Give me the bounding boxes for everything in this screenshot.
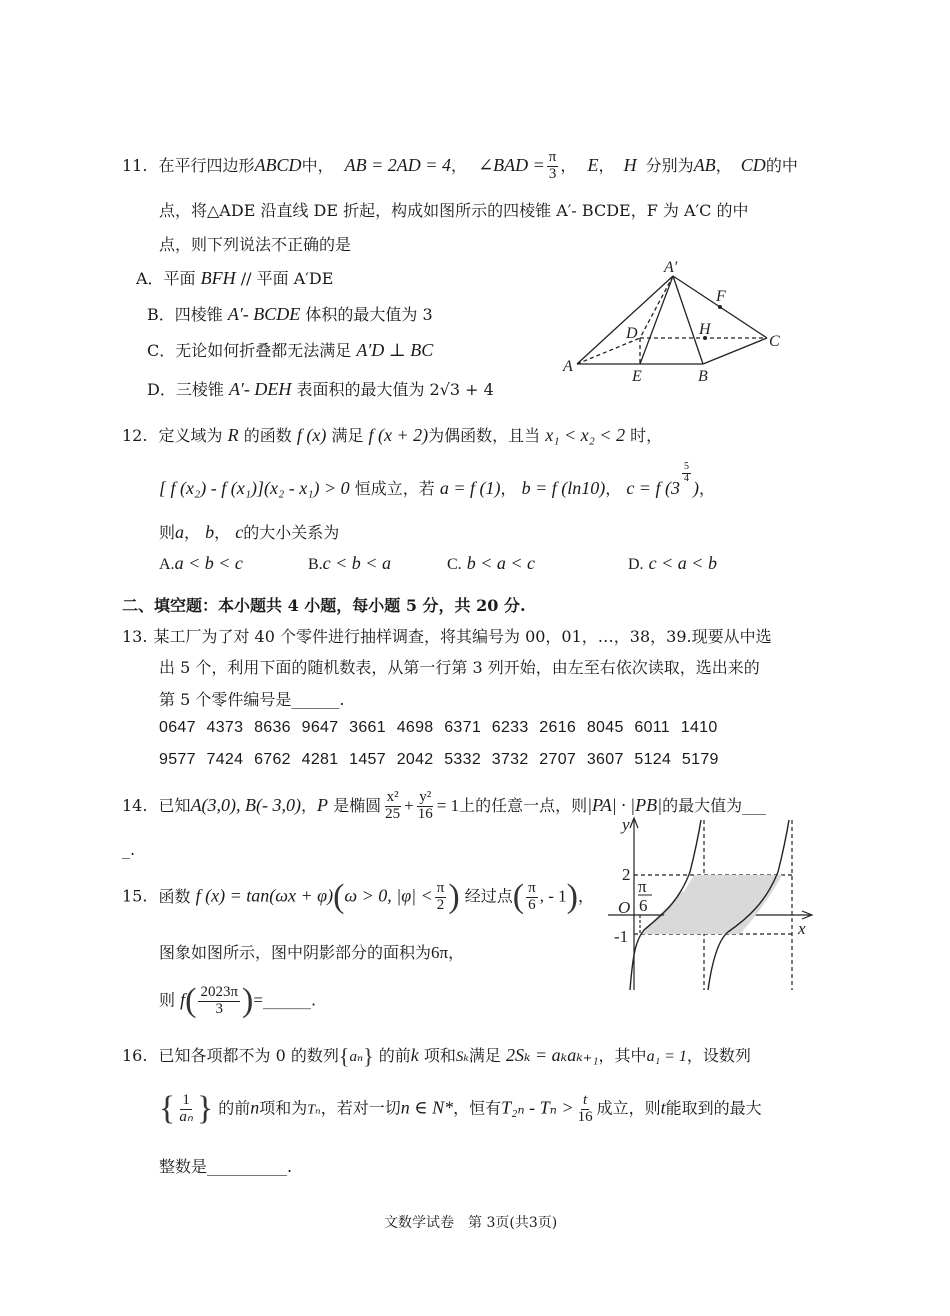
q16-line1: 16. 已知各项都不为 0 的数列{aₙ} 的前k 项和Sₖ满足 2Sₖ = aₖaₖ₊₁，其中a₁ = 1，设数列 — [122, 1043, 751, 1069]
label-c: C — [769, 333, 780, 350]
label-e: E — [632, 368, 642, 385]
q16-line2: { $\frac{1}{\text{aₙ}}$ } 的前n项和为Tₙ，若对一切n ∈ N*，恒有T₂ₙ - Tₙ > $\frac{t}{16}$ 成立，则t能取到的最大 — [159, 1090, 762, 1127]
tan-graph — [600, 812, 820, 997]
q11-option-c: C．无论如何折叠都无法满足 A′D ⊥ BC — [147, 340, 434, 360]
random-table-row-1: 0647 4373 8636 9647 3661 4698 6371 6233 2616 8045 6011 1410 — [159, 719, 718, 736]
label-x: x — [798, 919, 806, 938]
pyramid-figure — [560, 256, 795, 386]
q12-option-b: B.c < b < a — [308, 553, 391, 573]
q12-line3: 则a， b， c的大小关系为 — [159, 522, 340, 542]
q11-line1: 11. 在平行四边形ABCD中， AB = 2AD = 4， ∠BAD = $\frac{\pi}{3}$ ， E， H 分别为AB， CD的中 — [122, 149, 798, 182]
q11-option-b: B．四棱锥 A′- BCDE 体积的最大值为 3 — [147, 304, 433, 324]
section-2-heading: 二、填空题：本小题共 4 小题，每小题 5 分，共 20 分. — [122, 596, 526, 615]
label-6: 6 — [639, 896, 648, 915]
q12-option-c: C. b < a < c — [447, 553, 536, 573]
label-b: B — [698, 368, 708, 385]
q11-number: 11. — [122, 155, 148, 175]
edge-a1-d — [640, 276, 673, 338]
edge-b-c — [703, 338, 767, 364]
label-h: H — [699, 321, 711, 338]
label-pi: π — [638, 877, 647, 896]
edge-a1-a — [577, 276, 673, 364]
label-f: F — [716, 288, 726, 305]
label-minus1: -1 — [614, 927, 629, 946]
q14-cont: _. — [122, 840, 136, 859]
q12-line1: 12. 定义域为 R 的函数 f (x) 满足 f (x + 2)为偶函数，且当 x₁ < x₂ < 2 时， — [122, 425, 663, 445]
random-table-row-2: 9577 7424 6762 4281 1457 2042 5332 3732 2707 3607 5124 5179 — [159, 751, 719, 768]
label-d: D — [626, 325, 638, 342]
label-a: A — [563, 358, 573, 375]
q12-line2: [ f (x₂) - f (x₁)](x₂ - x₁) > 0 恒成立，若 a = f (1)， b = f (ln10)， c = f (3 $\frac{5}{4}$ )， — [159, 461, 715, 498]
q15-line1: 15. 函数 f (x) = tan(ωx + φ)(ω > 0, |φ| < $\frac{\pi}{2}$ ) 经过点( $\frac{\pi}{6}$ , - 1)， — [122, 878, 594, 915]
frac-pi-3: $\frac{\pi}{3}$ — [548, 149, 557, 182]
edge-a1-b — [673, 276, 703, 364]
q12-option-a: A.a < b < c — [159, 553, 243, 573]
q14-line1: 14. 已知A(3,0), B(- 3,0)，P 是椭圆 $\frac{\text{x²}}{25}$ + $\frac{\text{y²}}{16}$ = 1上的任意一点，则|PA| · |PB|的最大值为___ — [122, 789, 767, 822]
q13-line3: 第 5 个零件编号是______. — [159, 690, 345, 709]
q16-line3: 整数是__________. — [159, 1157, 293, 1176]
q11-line2: 点，将△ADE 沿直线 DE 折起，构成如图所示的四棱锥 A′- BCDE，F 为 A′C 的中 — [159, 201, 749, 220]
q13-line1: 13. 某工厂为了对 40 个零件进行抽样调查，将其编号为 00，01，…，38，39.现要从中选 — [122, 627, 772, 646]
label-y: y — [622, 815, 630, 834]
point-f — [718, 305, 722, 309]
page-footer: 文数学试卷 第 3页(共3页) — [384, 1215, 558, 1231]
q15-line3: 则 f( $\frac{2023\pi}{3}$ )=______. — [159, 982, 317, 1019]
label-2: 2 — [622, 865, 631, 884]
edge-a1-e — [640, 276, 673, 364]
q11-line3: 点，则下列说法不正确的是 — [159, 235, 352, 254]
label-o: O — [618, 898, 631, 917]
q13-line2: 出 5 个，利用下面的随机数表，从第一行第 3 列开始，由左至右依次读取，选出来的 — [159, 658, 760, 677]
q11-option-a: A．平面 BFH // 平面 A′DE — [136, 268, 334, 288]
q12-option-d: D. c < a < b — [628, 553, 717, 573]
label-a1: A′ — [664, 259, 678, 276]
q11-option-d: D．三棱锥 A′- DEH 表面积的最大值为 2√3 + 4 — [147, 379, 494, 399]
q15-line2: 图象如图所示，图中阴影部分的面积为6π， — [159, 943, 465, 962]
